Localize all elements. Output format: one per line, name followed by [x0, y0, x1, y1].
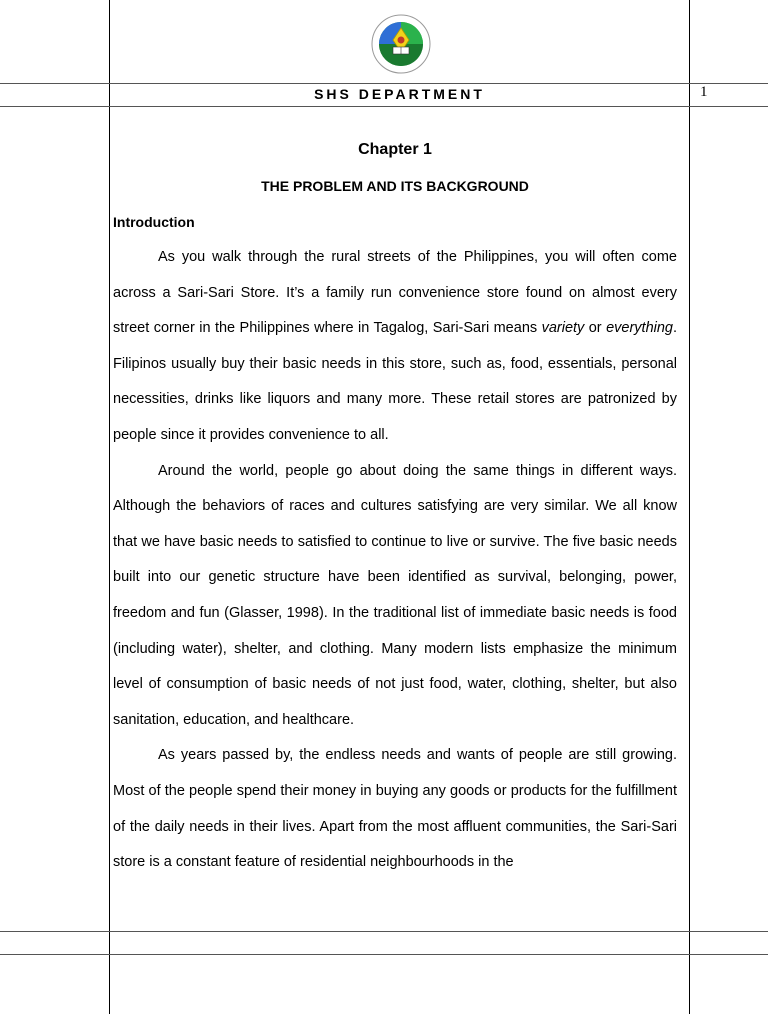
section-heading: Introduction — [113, 214, 195, 230]
italic-term-variety: variety — [541, 320, 585, 337]
paragraph-3: As years passed by, the endless needs and wants of people are still growing. Most of the people spend their money in buying any goods or products for the fulfillment of the daily needs in their lives. Apart from the most affluent communities, the Sari-Sari store is a constant feature of residential neighbourhoods in the — [113, 747, 677, 871]
italic-term-everything: everything — [606, 320, 673, 337]
header-bottom-rule — [0, 106, 768, 107]
chapter-heading: Chapter 1 — [358, 141, 432, 158]
school-seal-logo — [371, 14, 431, 74]
chapter-title: THE PROBLEM AND ITS BACKGROUND — [261, 178, 529, 194]
header-top-rule — [0, 83, 768, 84]
footer-top-rule — [0, 931, 768, 932]
page-number: 1 — [700, 84, 708, 100]
right-margin-line — [689, 0, 690, 1014]
paragraph-1-text-c: . Filipinos usually buy their basic needs in this store, such as, food, essentials, personal necessities, drinks like liquors and many more. These retail stores are patronized by people since it provides convenience to all. — [113, 320, 678, 443]
paragraph-1-text-b: or — [584, 320, 607, 337]
paragraph-2: Around the world, people go about doing the same things in different ways. Although the behaviors of races and cultures satisfying are very similar. We all know that we have basic needs to satisfied to continue to live or survive. The five basic needs built into our genetic structure have been identified as survival, belonging, power, freedom and fun (Glasser, 1998). In the traditional list of immediate basic needs is food (including water), shelter, and clothing. Many modern lists emphasize the minimum level of consumption of basic needs of not just food, water, clothing, shelter, but also sanitation, education, and healthcare. — [113, 462, 677, 728]
department-header: SHS DEPARTMENT — [314, 86, 485, 102]
footer-bottom-rule — [0, 954, 768, 955]
paragraph-1-text-a: As you walk through the rural streets of the Philippines, you will often come across a Sari-Sari Store. It’s a family run convenience store found on almost every street corner in the Philippines where in Tagalog, Sari-Sari means — [113, 249, 677, 337]
paragraph-1 — [113, 240, 677, 454]
document-body — [113, 137, 677, 881]
left-margin-line — [109, 0, 110, 1014]
